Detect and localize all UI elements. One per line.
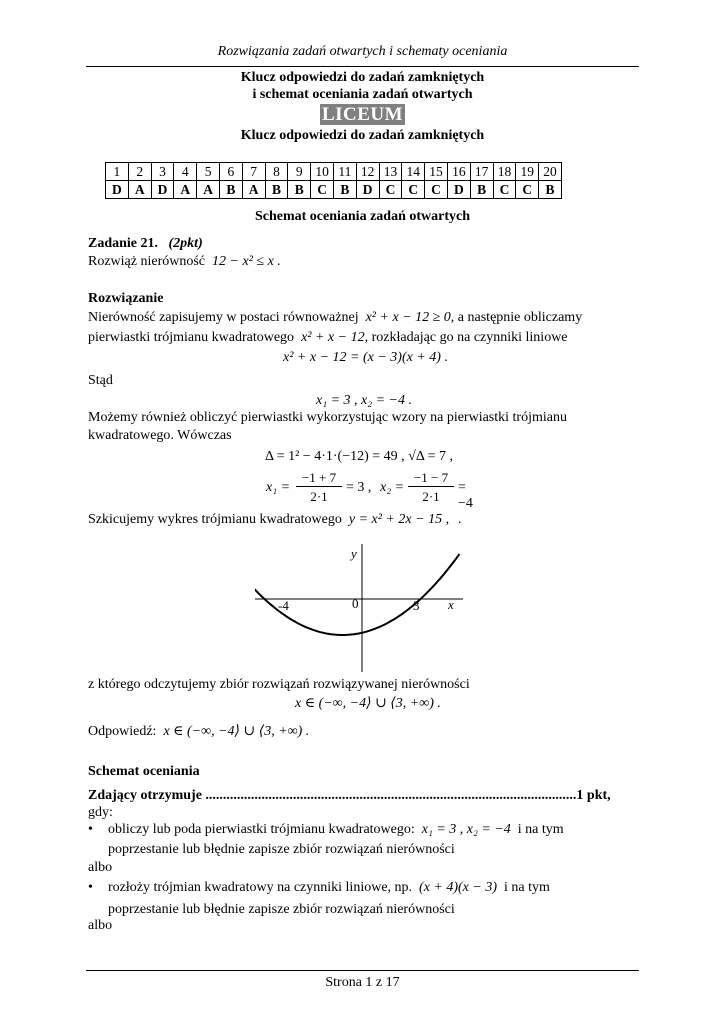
title-line-2: i schemat oceniania zadań otwartych — [252, 87, 473, 102]
scheme-heading: Schemat oceniania — [88, 764, 200, 779]
scheme-bullet-2 — [88, 880, 550, 896]
text: , rozkładając go na czynniki liniowe — [364, 330, 568, 345]
answer-key-answer-cell: A — [197, 181, 220, 199]
answer-key-answer-cell: D — [447, 181, 470, 199]
text: Szkicujemy wykres trójmianu kwadratowego — [88, 512, 342, 527]
answer-key-answer-cell: A — [174, 181, 197, 199]
task-points: (2pkt) — [168, 236, 203, 251]
scheme-gdy: gdy: — [88, 805, 113, 820]
answer-key-number-cell: 4 — [174, 163, 197, 181]
text: obliczy lub poda pierwiastki trójmianu kwadratowego: — [108, 822, 415, 837]
answer-key-number-cell: 18 — [493, 163, 516, 181]
answer-key-answer-cell: C — [516, 181, 539, 199]
answer-key-answer-cell: A — [128, 181, 151, 199]
answer-key-number-cell: 20 — [539, 163, 562, 181]
text: pierwiastki trójmianu kwadratowego — [88, 330, 295, 345]
answer-key-number-cell: 19 — [516, 163, 539, 181]
liceum-badge-label: LICEUM — [321, 104, 404, 125]
title-line-1: Klucz odpowiedzi do zadań zamkniętych — [240, 70, 485, 85]
answer-key-answer-cell: B — [288, 181, 311, 199]
task-prompt-text: Rozwiąż nierówność — [88, 254, 206, 269]
answer-key-number-cell: 11 — [333, 163, 356, 181]
answer-key-answer-cell: C — [425, 181, 448, 199]
factorization-equation: x² + x − 12 = (x − 3)(x + 4) . — [283, 350, 448, 365]
parabola-graph — [255, 540, 470, 675]
answer-line — [88, 723, 309, 740]
answer-key-number-cell: 10 — [311, 163, 334, 181]
parabola-equation: y = x² + 2x − 15 , — [348, 512, 450, 527]
answer-key-answer-cell: B — [219, 181, 242, 199]
page-number: Strona 1 z 17 — [325, 975, 400, 990]
answer-key-number-cell: 13 — [379, 163, 402, 181]
tick-label-3: 3 — [413, 598, 420, 613]
text: , a następnie obliczamy — [450, 310, 583, 325]
answer-key-answer-cell: C — [493, 181, 516, 199]
solution-paragraph-1b — [88, 330, 568, 346]
title-line-3: Klucz odpowiedzi do zadań zamkniętych — [240, 128, 485, 143]
y-axis-label: y — [351, 546, 357, 561]
answer-key-number-cell: 3 — [151, 163, 174, 181]
answer-key-answer-cell: B — [470, 181, 493, 199]
trinomial-math: x² + x − 12 — [301, 330, 365, 345]
x2-denominator: 2·1 — [422, 489, 440, 504]
answer-key-numbers-row — [106, 163, 562, 181]
answer-key-number-cell: 6 — [219, 163, 242, 181]
read-solution-paragraph: z którego odczytujemy zbiór rozwiązań rozwiązywanej nierówności — [88, 677, 470, 692]
x2-lhs: x₂ = — [380, 480, 405, 495]
roots-equation: x₁ = 3 , x₂ = −4 . — [316, 393, 413, 408]
x2-numerator: −1 − 7 — [408, 470, 454, 487]
answer-key-answer-cell: B — [539, 181, 562, 199]
x1-lhs: x₁ = — [266, 480, 291, 495]
x1-rhs: = 3 , — [346, 480, 372, 495]
scheme-bullet-1 — [88, 822, 564, 838]
running-header: Rozwiązania zadań otwartych i schematy oceniania — [217, 44, 508, 59]
task-label — [88, 236, 203, 252]
delta-equation: Δ = 1² − 4·1·(−12) = 49 , √Δ = 7 , — [265, 449, 453, 464]
answer-key-answer-cell: D — [106, 181, 129, 199]
answer-key-table — [105, 162, 562, 199]
footer-rule — [86, 970, 639, 971]
open-tasks-heading: Schemat oceniania zadań otwartych — [254, 209, 471, 224]
inequality-math: x² + x − 12 ≥ 0 — [365, 310, 451, 325]
text: i na tym — [504, 880, 550, 895]
parabola-curve — [255, 554, 460, 635]
x1-numerator: −1 + 7 — [296, 470, 342, 487]
text: i na tym — [517, 822, 564, 837]
factors-math: (x + 4)(x − 3) — [419, 880, 498, 895]
answer-key-number-cell: 7 — [242, 163, 265, 181]
answer-key-number-cell: 9 — [288, 163, 311, 181]
scheme-albo-2: albo — [88, 918, 113, 933]
liceum-badge — [0, 104, 725, 126]
answer-key-number-cell: 17 — [470, 163, 493, 181]
tick-label-origin: 0 — [352, 596, 359, 611]
x2-rhs: = −4 . — [458, 480, 473, 527]
task-number: Zadanie 21. — [88, 236, 159, 251]
task-prompt — [88, 254, 281, 270]
answer-math: x ∈ (−∞, −4⟩ ∪ ⟨3, +∞) . — [163, 724, 310, 739]
answer-key-answer-cell: D — [356, 181, 379, 199]
answer-key-answer-cell: A — [242, 181, 265, 199]
scheme-bullet-2-cont: poprzestanie lub błędnie zapisze zbiór rozwiązań nierówności — [108, 902, 455, 917]
roots-math: x₁ = 3 , x₂ = −4 — [421, 822, 511, 837]
answer-key-answer-cell: D — [151, 181, 174, 199]
bullet-dot: • — [88, 880, 93, 895]
text: rozłoży trójmian kwadratowy na czynniki liniowe, np. — [108, 880, 413, 895]
stad-text: Stąd — [88, 373, 113, 388]
answer-key-number-cell: 8 — [265, 163, 288, 181]
answer-key-number-cell: 15 — [425, 163, 448, 181]
answer-key-answer-cell: C — [311, 181, 334, 199]
solution-paragraph-2b: kwadratowego. Wówczas — [88, 428, 232, 443]
answer-key-number-cell: 5 — [197, 163, 220, 181]
task-prompt-math: 12 − x² ≤ x . — [212, 254, 281, 269]
x-axis-label: x — [448, 597, 454, 612]
answer-key-answer-cell: C — [402, 181, 425, 199]
answer-key-number-cell: 16 — [447, 163, 470, 181]
answer-label: Odpowiedź: — [88, 724, 157, 739]
tick-label-minus-4: -4 — [278, 598, 289, 613]
x1-denominator: 2·1 — [310, 489, 328, 504]
bullet-dot: • — [88, 822, 93, 837]
answer-key-answer-cell: B — [333, 181, 356, 199]
answer-key-number-cell: 2 — [128, 163, 151, 181]
answer-key-number-cell: 12 — [356, 163, 379, 181]
solution-paragraph-1a — [88, 310, 582, 326]
answer-key-answer-cell: B — [265, 181, 288, 199]
answer-key-number-cell: 1 — [106, 163, 129, 181]
solution-heading: Rozwiązanie — [88, 291, 164, 306]
sketch-paragraph — [88, 512, 449, 528]
solution-set: x ∈ (−∞, −4⟩ ∪ ⟨3, +∞) . — [295, 696, 441, 711]
scheme-bullet-1-cont: poprzestanie lub błędnie zapisze zbiór rozwiązań nierówności — [108, 842, 455, 857]
scheme-points-line: Zdający otrzymuje ..........................................................................................................1 pkt, — [88, 788, 611, 803]
answer-key-answers-row — [106, 181, 562, 199]
answer-key-answer-cell: C — [379, 181, 402, 199]
header-rule — [86, 66, 639, 67]
scheme-albo-1: albo — [88, 860, 113, 875]
text: Nierówność zapisujemy w postaci równoważnej — [88, 310, 359, 325]
answer-key-number-cell: 14 — [402, 163, 425, 181]
solution-paragraph-2a: Możemy również obliczyć pierwiastki wykorzystując wzory na pierwiastki trójmianu — [88, 410, 567, 425]
